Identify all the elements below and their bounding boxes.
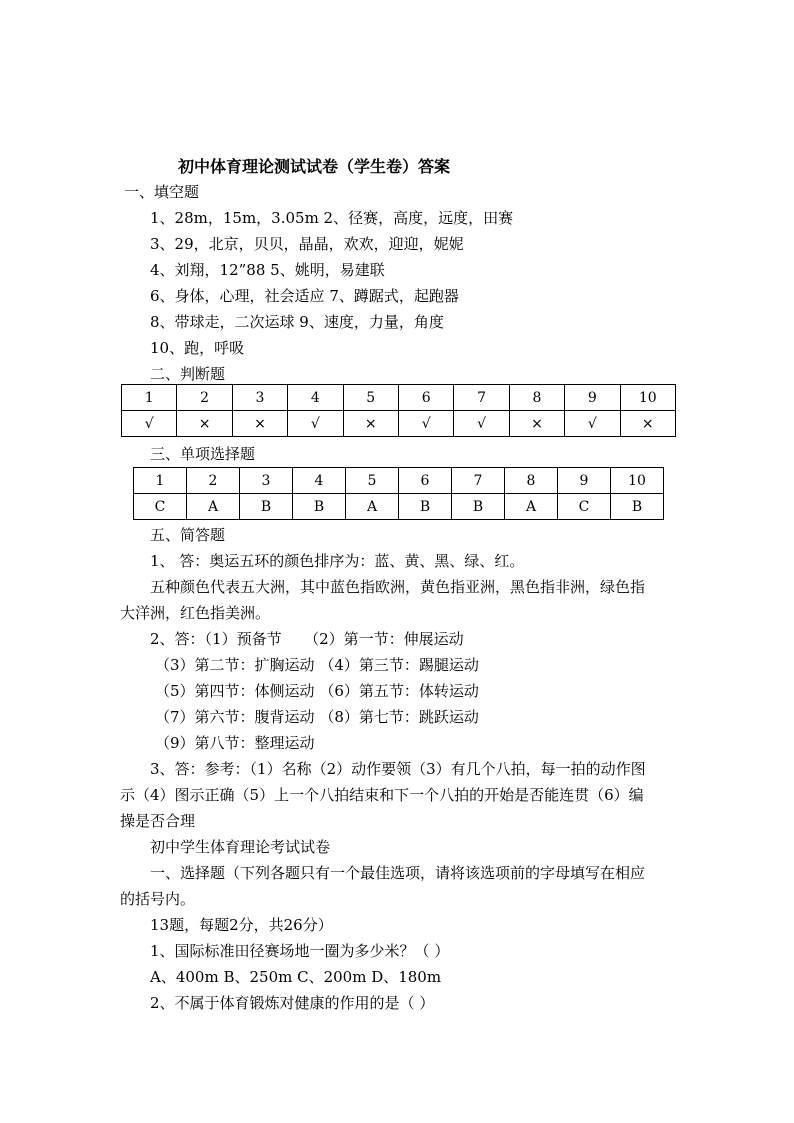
judge-answer-cell: √ — [565, 411, 620, 437]
choice-answer-cell: A — [505, 494, 558, 520]
judge-number-cell: 7 — [454, 385, 509, 411]
exam-question: 1、国际标准田径赛场地一圈为多少米？（ ） — [150, 942, 450, 960]
single-choice-answer-table — [133, 467, 664, 520]
choice-number-cell: 5 — [346, 468, 399, 494]
short-answer-line: 示（4）图示正确（5）上一个八拍结束和下一个八拍的开始是否能连贯（6）编 — [120, 786, 644, 804]
page-title: 初中体育理论测试试卷（学生卷）答案 — [178, 157, 451, 176]
short-answer-line: 五种颜色代表五大洲，其中蓝色指欧洲，黄色指亚洲，黑色指非洲，绿色指 — [150, 578, 646, 596]
table-row — [134, 468, 664, 494]
fill-answer-line: 6、身体，心理，社会适应 7、蹲踞式，起跑器 — [150, 287, 459, 305]
choice-answer-cell: A — [346, 494, 399, 520]
short-answer-line: 1、 答：奥运五环的颜色排序为：蓝、黄、黑、绿、红。 — [150, 552, 525, 570]
exam-title: 初中学生体育理论考试试卷 — [150, 838, 331, 856]
fill-answer-line: 10、跑，呼吸 — [150, 339, 245, 357]
judge-heading: 二、判断题 — [150, 365, 226, 383]
short-answer-line: （9）第八节：整理运动 — [155, 734, 315, 752]
judge-answer-cell: × — [232, 411, 287, 437]
choice-number-cell: 3 — [240, 468, 293, 494]
fill-answer-line: 3、29，北京，贝贝，晶晶，欢欢，迎迎，妮妮 — [150, 235, 464, 253]
judge-number-cell: 10 — [620, 385, 675, 411]
choice-answer-cell: B — [399, 494, 452, 520]
exam-line: 一、选择题（下列各题只有一个最佳选项，请将该选项前的字母填写在相应 — [150, 864, 646, 882]
exam-question: 2、不属于体育锻炼对健康的作用的是（ ） — [150, 994, 435, 1012]
judge-answer-cell: √ — [454, 411, 509, 437]
judge-number-cell: 3 — [232, 385, 287, 411]
exam-options: A、400m B、250m C、200m D、180m — [150, 968, 442, 986]
judge-answer-cell: √ — [398, 411, 453, 437]
choice-answer-cell: C — [134, 494, 187, 520]
judge-answer-cell: √ — [122, 411, 177, 437]
choice-answer-cell: C — [558, 494, 611, 520]
judge-answer-cell: × — [620, 411, 675, 437]
judge-number-cell: 2 — [177, 385, 232, 411]
judge-number-cell: 1 — [122, 385, 177, 411]
choice-number-cell: 10 — [611, 468, 664, 494]
single-choice-heading: 三、单项选择题 — [150, 445, 256, 463]
choice-answer-cell: B — [611, 494, 664, 520]
judge-answer-cell: × — [343, 411, 398, 437]
choice-number-cell: 8 — [505, 468, 558, 494]
short-answer-line: （3）第二节：扩胸运动 （4）第三节：踢腿运动 — [155, 656, 479, 674]
short-answer-line: 操是否合理 — [120, 812, 196, 830]
short-answer-heading: 五、简答题 — [150, 526, 226, 544]
choice-number-cell: 4 — [293, 468, 346, 494]
choice-number-cell: 7 — [452, 468, 505, 494]
judge-answer-cell: √ — [288, 411, 343, 437]
judge-answer-table — [121, 384, 676, 437]
judge-number-cell: 5 — [343, 385, 398, 411]
choice-answer-cell: B — [240, 494, 293, 520]
choice-answer-cell: B — [452, 494, 505, 520]
short-answer-line: 大洋洲，红色指美洲。 — [120, 604, 271, 622]
judge-answer-cell: × — [509, 411, 564, 437]
judge-number-cell: 8 — [509, 385, 564, 411]
judge-number-cell: 6 — [398, 385, 453, 411]
choice-number-cell: 6 — [399, 468, 452, 494]
fill-blank-heading: 一、填空题 — [124, 183, 200, 201]
table-row — [122, 411, 676, 437]
judge-answer-cell: × — [177, 411, 232, 437]
choice-number-cell: 1 — [134, 468, 187, 494]
choice-answer-cell: B — [293, 494, 346, 520]
short-answer-line: 2、答：（1）预备节 （2）第一节：伸展运动 — [150, 630, 464, 648]
choice-number-cell: 2 — [187, 468, 240, 494]
fill-answer-line: 1、28m，15m，3.05m 2、径赛，高度，远度，田赛 — [150, 209, 514, 227]
judge-number-cell: 4 — [288, 385, 343, 411]
exam-line: 13题，每题2分，共26分） — [150, 916, 333, 934]
short-answer-line: （7）第六节：腹背运动 （8）第七节：跳跃运动 — [155, 708, 479, 726]
table-row — [134, 494, 664, 520]
exam-line: 的括号内。 — [120, 890, 196, 908]
table-row — [122, 385, 676, 411]
short-answer-line: 3、答：参考：（1）名称（2）动作要领（3）有几个八拍，每一拍的动作图 — [150, 760, 646, 778]
fill-answer-line: 8、带球走，二次运球 9、速度，力量，角度 — [150, 313, 444, 331]
choice-number-cell: 9 — [558, 468, 611, 494]
judge-number-cell: 9 — [565, 385, 620, 411]
fill-answer-line: 4、刘翔，12”88 5、姚明，易建联 — [150, 261, 385, 279]
choice-answer-cell: A — [187, 494, 240, 520]
short-answer-line: （5）第四节：体侧运动 （6）第五节：体转运动 — [155, 682, 479, 700]
